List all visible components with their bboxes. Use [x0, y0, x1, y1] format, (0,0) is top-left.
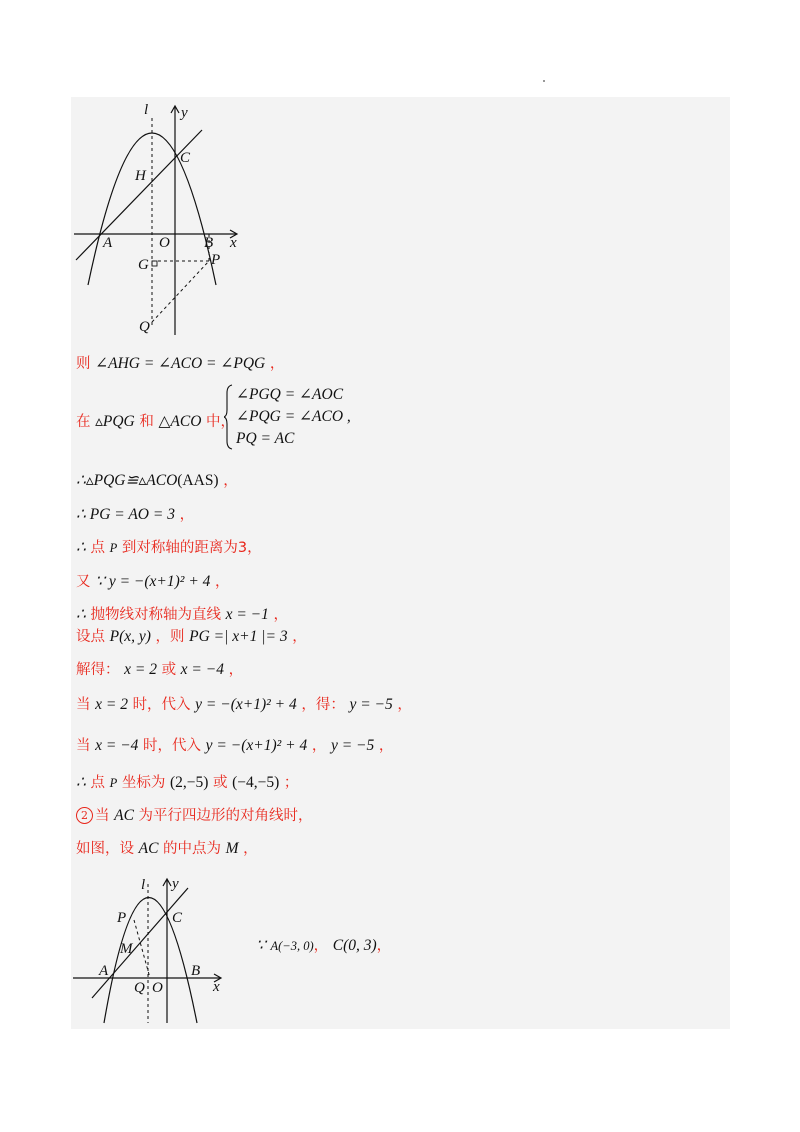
label-l: l [141, 877, 146, 893]
math-parabola-eq: y = −(x+1)² + 4 [205, 737, 308, 754]
system-row-3: PQ = AC [236, 430, 295, 447]
text-then: 则 [76, 356, 91, 372]
math-aas: (AAS) [177, 472, 219, 489]
text-comma: ， [378, 738, 394, 754]
text-three: 3 [237, 540, 248, 556]
text-then: ，则 [155, 629, 185, 645]
math-x-neg4: x = −4 [95, 737, 139, 754]
text-coords: 坐标为 [121, 775, 166, 791]
text-comma: ， [179, 507, 195, 523]
math-therefore: ∴ [76, 774, 86, 791]
math-abs: PG =| x+1 |= 3 [189, 628, 288, 645]
line-given-coords [256, 936, 391, 956]
text-substitute: 时，代入 [132, 697, 191, 713]
math-x-neg4: x = −4 [180, 661, 224, 678]
text-comma: ， [269, 356, 285, 372]
text-when: 当 [76, 697, 91, 713]
system-row-2: ∠PQG = ∠ACO , [236, 408, 351, 425]
line-case-x-neg4 [76, 736, 393, 756]
math-parabola-eq: y = −(x+1)² + 4 [195, 696, 297, 713]
text-comma: ， [376, 938, 392, 954]
system-row-1: ∠PGQ = ∠AOC [236, 386, 344, 403]
math-x2: x = 2 [124, 661, 157, 678]
text-semicolon: ； [283, 775, 299, 791]
math-because: ∵ [256, 937, 266, 954]
text-comma: ， [311, 738, 327, 754]
text-substitute: 时，代入 [143, 738, 202, 754]
math-triangle-aco: △ACO [158, 413, 202, 430]
parabola-figure-1 [70, 100, 250, 345]
math-x2: x = 2 [95, 696, 128, 713]
label-b: B [191, 963, 201, 979]
text-comma: ， [273, 607, 289, 623]
math-therefore: ∴ [76, 606, 86, 623]
line-solve [76, 660, 243, 680]
line-distance [76, 538, 262, 558]
math-pg-ao: ∴ PG = AO = 3 [76, 506, 175, 523]
text-get: ，得： [301, 697, 345, 713]
label-g: G [138, 257, 149, 273]
label-q: Q [139, 319, 150, 335]
line-triangles [76, 412, 235, 432]
text-comma: ， [292, 629, 307, 645]
math-congruence: ∴▵PQG≌▵ACO [76, 472, 178, 489]
math-p: P [109, 776, 118, 790]
label-h: H [135, 168, 146, 184]
text-comma: ， [397, 697, 412, 713]
line-angle-equality [76, 354, 284, 374]
label-l: l [144, 102, 149, 118]
text-or: 或 [161, 662, 177, 678]
segment-pq [152, 261, 209, 322]
text-and: 和 [139, 414, 154, 430]
math-coord-2: (−4,−5) [232, 774, 280, 791]
label-y: y [181, 105, 188, 121]
label-o: O [159, 235, 170, 251]
text-axis: 抛物线对称轴为直线 [90, 607, 221, 623]
label-x: x [230, 235, 237, 251]
math-x-neg1: x = −1 [225, 606, 269, 623]
text-when: 当 [76, 738, 91, 754]
label-p: P [117, 910, 127, 926]
math-p: P [109, 541, 118, 555]
math-triangle-pqg: ▵PQG [95, 413, 135, 430]
text-comma: ， [223, 473, 238, 489]
math-ac: AC [138, 840, 159, 857]
text-diagonal: 为平行四边形的对角线时， [138, 808, 313, 824]
left-brace [224, 384, 234, 450]
circled-number-two: 2 [76, 807, 93, 824]
label-b: B [204, 235, 214, 251]
math-m: M [225, 840, 239, 857]
text-in-suffix: 中， [206, 414, 235, 430]
label-p: P [211, 252, 221, 268]
math-y-neg5: y = −5 [349, 696, 393, 713]
label-y: y [172, 876, 179, 892]
text-also: 又 [76, 574, 91, 590]
label-x: x [213, 979, 220, 995]
text-comma: ， [228, 662, 244, 678]
text-or: 或 [213, 775, 228, 791]
math-parabola-eq: ∵ y = −(x+1)² + 4 [95, 573, 211, 590]
text-comma: ， [247, 540, 262, 556]
math-ac: AC [114, 807, 134, 824]
math-point-c: C(0, 3) [332, 937, 377, 954]
math-pxy: P(x, y) [109, 628, 151, 645]
line-axis [76, 605, 288, 625]
text-point: 点 [90, 775, 105, 791]
text-set-point: 设点 [76, 629, 105, 645]
line-congruence [76, 471, 238, 491]
label-m: M [120, 941, 133, 957]
text-when: 当 [95, 808, 110, 824]
text-comma: ， [215, 574, 230, 590]
math-y-neg5: y = −5 [330, 737, 375, 754]
text-comma: ， [243, 841, 258, 857]
parabola-figure-2 [70, 870, 230, 1028]
line-pg-equals [76, 505, 194, 525]
label-c: C [180, 150, 191, 166]
line-set-point [76, 627, 307, 647]
math-therefore: ∴ [76, 539, 86, 556]
line-equation [76, 572, 230, 592]
line-p-coords [76, 773, 298, 793]
right-angle-mark [152, 261, 157, 266]
label-a: A [99, 963, 109, 979]
label-o: O [152, 980, 163, 996]
text-in: 在 [76, 414, 91, 430]
text-distance: 到对称轴的距离为 [121, 540, 238, 556]
math-point-a: A(−3, 0) [270, 939, 314, 953]
line-case-two [76, 806, 313, 826]
label-q: Q [134, 980, 145, 996]
text-as-shown: 如图，设 [76, 841, 134, 857]
math-angle-equality: ∠AHG = ∠ACO = ∠PQG [95, 355, 266, 372]
line-midpoint [76, 839, 258, 859]
text-point: 点 [90, 540, 105, 556]
page-marker-dot [543, 80, 545, 82]
text-comma: ， [313, 938, 329, 954]
line-case-x2 [76, 695, 412, 715]
math-coord-1: (2,−5) [169, 774, 209, 791]
text-midpoint: 的中点为 [163, 841, 222, 857]
label-a: A [103, 235, 113, 251]
label-c: C [172, 910, 183, 926]
text-solve: 解得： [76, 662, 120, 678]
